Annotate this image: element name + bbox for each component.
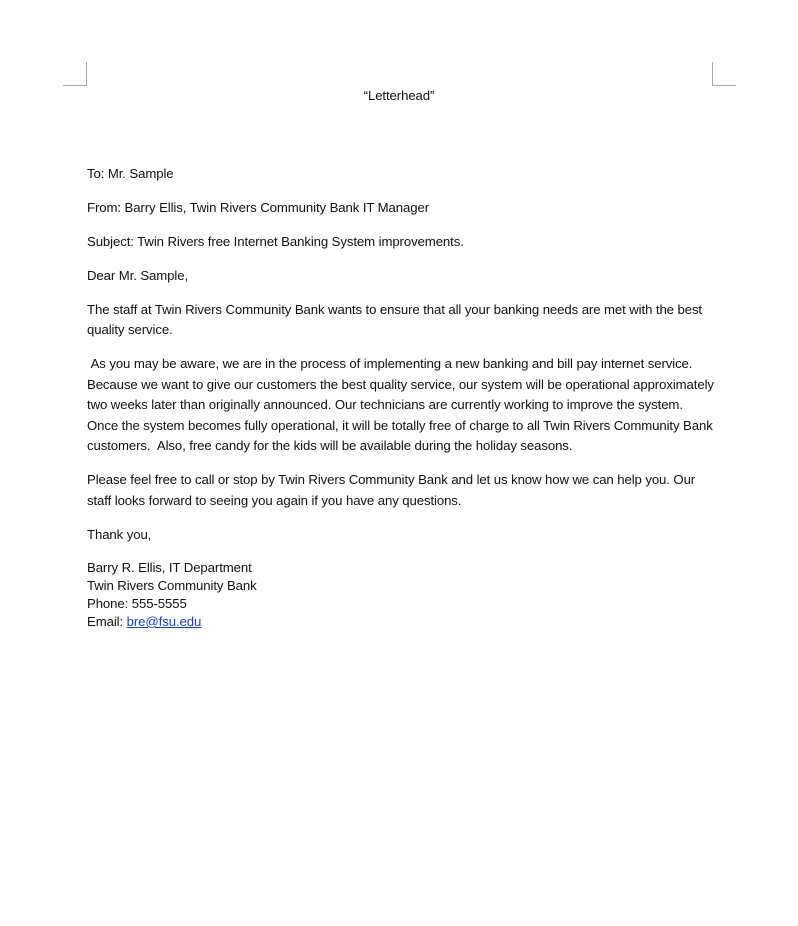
page-corner-mark-right [712, 62, 736, 86]
signature-block [87, 559, 715, 631]
body-paragraph-2: As you may be aware, we are in the process of implementing a new banking and bill pay internet service. Because we want to give our customers the best quality service, our system will be operational approximately two weeks later than originally announced. Our technicians are currently working to improve the system. Once the system becomes fully operational, it will be totally free of charge to all Twin Rivers Community Bank customers. Also, free candy for the kids will be available during the holiday seasons. [87, 356, 718, 454]
closing: Thank you, [87, 527, 152, 543]
from-line: From: Barry Ellis, Twin Rivers Community Bank IT Manager [87, 199, 430, 215]
signature-organization: Twin Rivers Community Bank [87, 578, 257, 594]
to-line: To: Mr. Sample [87, 165, 174, 181]
signature-name: Barry R. Ellis, IT Department [87, 560, 252, 576]
email-link[interactable]: bre@fsu.edu [126, 614, 202, 630]
signature-email-line [87, 613, 715, 631]
letterhead: “Letterhead” [363, 88, 435, 103]
signature-phone: Phone: 555-5555 [87, 596, 187, 612]
body-paragraph-3: Please feel free to call or stop by Twin Rivers Community Bank and let us know how we can help you. Our staff looks forward to seeing you again if you have any questions. [87, 472, 696, 509]
salutation: Dear Mr. Sample, [87, 267, 189, 283]
document-body[interactable] [87, 86, 718, 631]
body-paragraph-1: The staff at Twin Rivers Community Bank wants to ensure that all your banking needs are met with the best quality service. [87, 301, 702, 338]
page-corner-mark-left [63, 62, 87, 86]
subject-line: Subject: Twin Rivers free Internet Banking System improvements. [87, 233, 464, 249]
email-label: Email: [87, 614, 127, 630]
